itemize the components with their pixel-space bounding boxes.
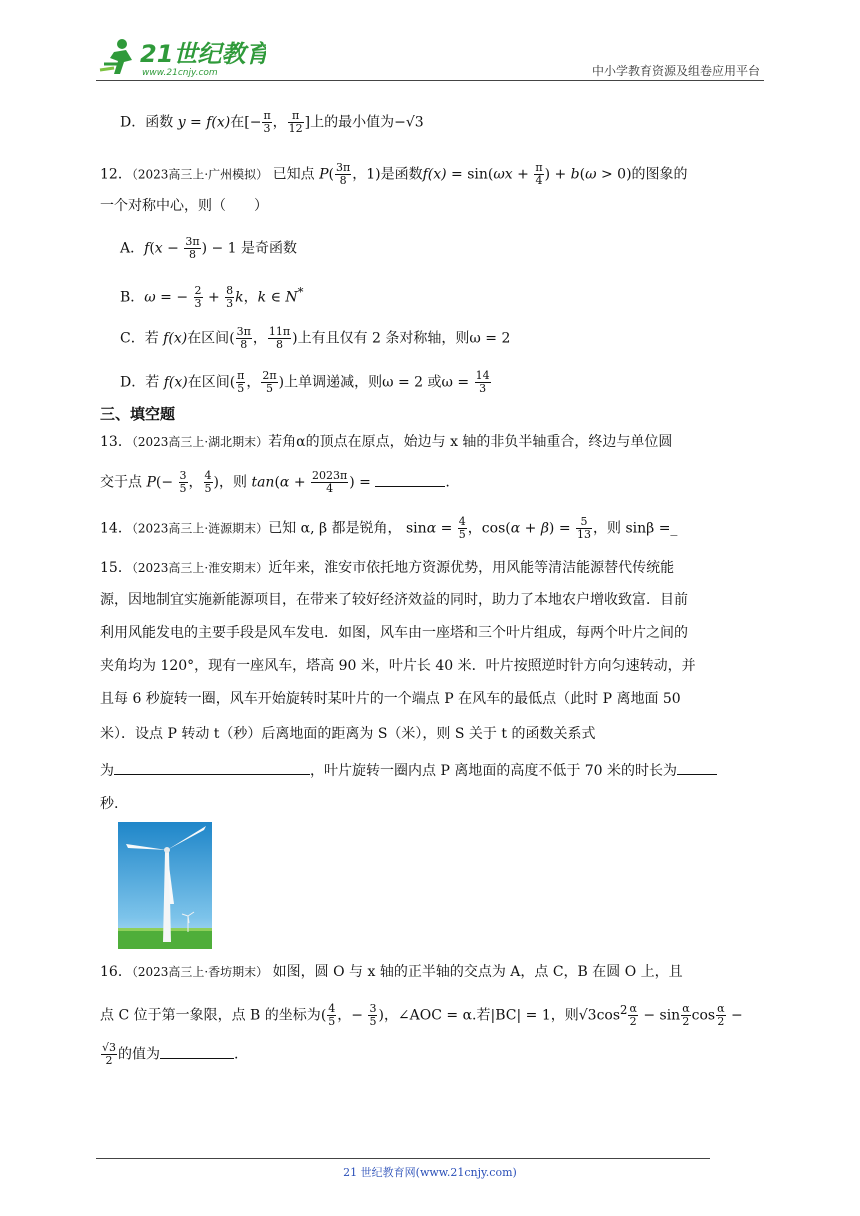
q13-line2: 交于点 P(− $\frac{3}{5}$ ， $\frac{4}{5}$ )，则 tan(α + $\frac{2023\pi}{4}$ ) = .: [100, 469, 450, 495]
wind-turbine-photo: [118, 822, 212, 949]
section-heading-fill-blank: 三、填空题: [100, 405, 176, 423]
q15-line5: 且每 6 秒旋转一圈，风车开始旋转时某叶片的一个端点 P 在风车的最低点（此时 P 离地面 50: [100, 691, 681, 707]
q15-line3: 利用风能发电的主要手段是风车发电．如图，风车由一座塔和三个叶片组成，每两个叶片之间的: [100, 625, 688, 641]
q15-line4: 夹角均为 120°，现有一座风车，塔高 90 米，叶片长 40 米．叶片按照逆时针方向匀速转动，并: [100, 658, 696, 674]
q15-line8: 秒.: [100, 796, 119, 812]
q14: 14．（2023高三上·涟源期末）已知 α, β 都是锐角， sinα = $\frac{4}{5}$ ，cos(α + β) = $\frac{5}{13}$ ，则 sinβ =_: [100, 515, 678, 541]
footer-rule: [96, 1158, 710, 1159]
q12-stem: 12．（2023高三上·广州模拟） 已知点 P( $\frac{3\pi}{8}$ ，1)是函数f(x) = sin(ωx + $\frac{\pi}{4}$ ) + b(ω > 0)的图象的: [100, 161, 688, 187]
q12-option-b: B．ω = − $\frac{2}{3}$ + $\frac{8}{3}$ k，k ∈ N*: [120, 284, 304, 311]
q12-option-c: C．若 f(x)在区间( $\frac{3\pi}{8}$ ， $\frac{11\pi}{8}$ )上有且仅有 2 条对称轴，则ω = 2: [120, 325, 511, 351]
q16-line3: $\frac{√3}{2}$ 的值为 .: [102, 1041, 239, 1067]
q11-option-d: D．函数 y = f(x)在[− $\frac{\pi}{3}$ ， $\frac{\pi}{12}$ ]上的最小值为−√3: [120, 109, 424, 135]
q16-line2: 点 C 位于第一象限，点 B 的坐标为( $\frac{4}{5}$ ，− $\frac{3}{5}$ )，∠AOC = α.若|BC| = 1，则$√3\cos^2$ $\frac{\alpha}{2}$ − sin $\frac{\alpha}{2}$ cos $\frac{\alpha}{2}$ −: [100, 1002, 743, 1029]
header-rule: [96, 80, 764, 81]
q12-stem-line2: 一个对称中心，则（ ）: [100, 198, 268, 214]
q15-line2: 源，因地制宜实施新能源项目，在带来了较好经济效益的同时，助力了本地农户增收致富．目前: [100, 592, 688, 608]
q15-line6: 米）．设点 P 转动 t（秒）后离地面的距离为 S（米），则 S 关于 t 的函数关系式: [100, 726, 596, 742]
q13-line1: 13．（2023高三上·湖北期末）若角α的顶点在原点，始边与 x 轴的非负半轴重合，终边与单位圆: [100, 434, 673, 450]
q15-line7: 为 ，叶片旋转一圈内点 P 离地面的高度不低于 70 米的时长为: [100, 760, 717, 781]
footer-text: 21 世纪教育网(www.21cnjy.com): [343, 1166, 517, 1179]
q12-option-a: A．f(x − $\frac{3\pi}{8}$ ) − 1 是奇函数: [120, 235, 298, 261]
header-platform-text: 中小学教育资源及组卷应用平台: [591, 64, 760, 78]
q15-line1: 15．（2023高三上·淮安期末）近年来，淮安市依托地方资源优势，用风能等清洁能源替代传统能: [100, 560, 675, 576]
logo-url-text: www.21cnjy.com: [142, 68, 218, 78]
logo-text: 21世纪教育: [140, 40, 266, 68]
q16-line1: 16．（2023高三上·香坊期末） 如图，圆 O 与 x 轴的正半轴的交点为 A，点 C，B 在圆 O 上，且: [100, 964, 683, 980]
q12-option-d: D．若 f(x)在区间( $\frac{\pi}{5}$ ， $\frac{2\pi}{5}$ )上单调递减，则ω = 2 或ω = $\frac{14}{3}$: [120, 369, 490, 395]
site-logo: [96, 34, 266, 80]
